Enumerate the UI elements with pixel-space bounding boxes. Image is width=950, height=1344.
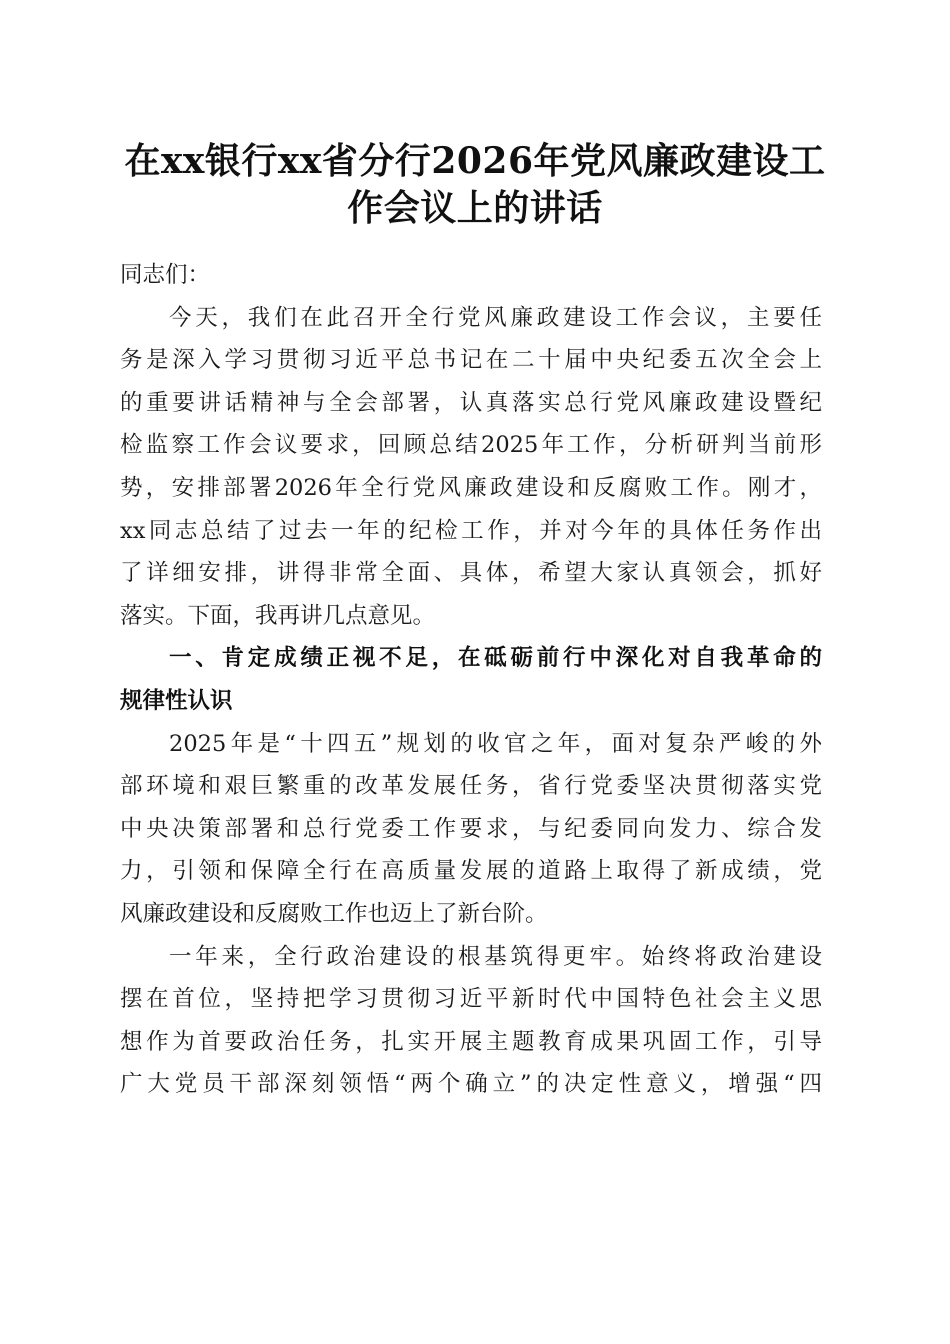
document-body bbox=[120, 254, 822, 1106]
paragraph-line: 的重要讲话精神与全会部署，认真落实总行党风廉政建设暨纪 bbox=[120, 389, 822, 416]
paragraph-line: 势，安排部署2026年全行党风廉政建设和反腐败工作。刚才， bbox=[120, 474, 822, 501]
paragraph-line: 务是深入学习贯彻习近平总书记在二十届中央纪委五次全会上 bbox=[120, 347, 822, 374]
paragraph-line: 落实。下面，我再讲几点意见。 bbox=[120, 602, 436, 629]
paragraph-line: 一年来，全行政治建设的根基筑得更牢。始终将政治建设 bbox=[169, 943, 822, 970]
greeting-text: 同志们： bbox=[120, 262, 211, 288]
paragraph-line: 力，引领和保障全行在高质量发展的道路上取得了新成绩，党 bbox=[120, 858, 822, 885]
paragraph-line: 广大党员干部深刻领悟“两个确立”的决定性意义，增强“四 bbox=[120, 1071, 822, 1098]
paragraph-line: 中央决策部署和总行党委工作要求，与纪委同向发力、综合发 bbox=[120, 815, 822, 842]
title-line-2: 作会议上的讲话 bbox=[347, 187, 603, 229]
paragraph-line: 风廉政建设和反腐败工作也迈上了新台阶。 bbox=[120, 900, 548, 927]
heading-line: 规律性认识 bbox=[120, 687, 233, 714]
paragraph-line: 部环境和艰巨繁重的改革发展任务，省行党委坚决贯彻落实党 bbox=[120, 773, 822, 800]
paragraph-achievements bbox=[120, 723, 822, 936]
section-heading-1 bbox=[120, 637, 822, 722]
paragraph-opening bbox=[120, 297, 822, 638]
paragraph-line: 想作为首要政治任务，扎实开展主题教育成果巩固工作，引导 bbox=[120, 1028, 822, 1055]
paragraph-line: 2025年是“十四五”规划的收官之年，面对复杂严峻的外 bbox=[169, 730, 822, 757]
heading-line: 一、肯定成绩正视不足，在砥砺前行中深化对自我革命的 bbox=[169, 645, 822, 672]
paragraph-line: 检监察工作会议要求，回顾总结2025年工作，分析研判当前形 bbox=[120, 432, 822, 459]
title-line-1: 在xx银行xx省分行2026年党风廉政建设工 bbox=[124, 140, 826, 182]
paragraph-line: xx同志总结了过去一年的纪检工作，并对今年的具体任务作出 bbox=[120, 517, 822, 544]
paragraph-line: 今天，我们在此召开全行党风廉政建设工作会议，主要任 bbox=[169, 304, 822, 331]
greeting bbox=[120, 254, 822, 297]
document-title bbox=[100, 138, 850, 232]
paragraph-line: 了详细安排，讲得非常全面、具体，希望大家认真领会，抓好 bbox=[120, 560, 822, 587]
paragraph-line: 摆在首位，坚持把学习贯彻习近平新时代中国特色社会主义思 bbox=[120, 986, 822, 1013]
paragraph-political-building bbox=[120, 936, 822, 1106]
